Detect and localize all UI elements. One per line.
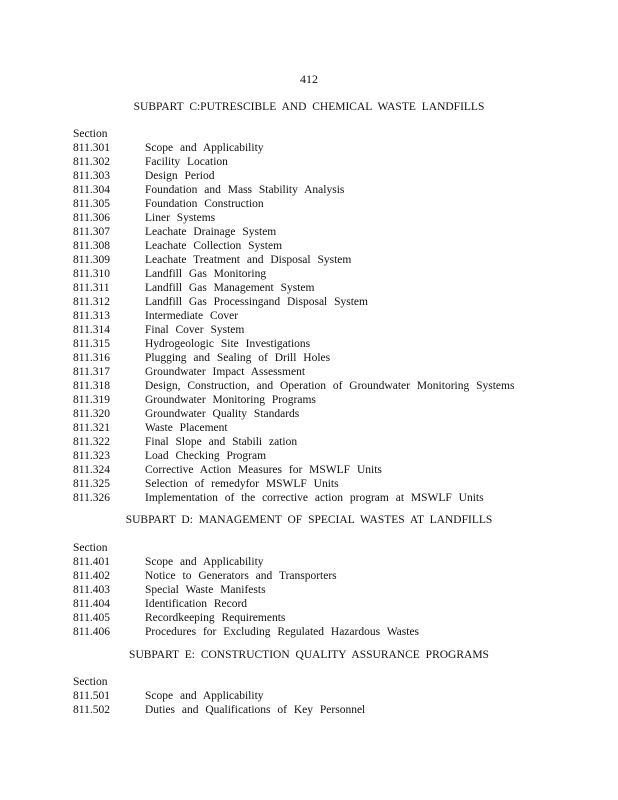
section-title: Scope and Applicability	[145, 142, 264, 154]
section-number: 811.311	[73, 282, 110, 294]
section-number: 811.304	[73, 184, 110, 196]
section-entry	[73, 597, 593, 611]
section-number: 811.322	[73, 436, 110, 448]
section-entry	[73, 253, 593, 267]
section-title: Facility Location	[145, 156, 228, 168]
section-title: Notice to Generators and Transporters	[145, 570, 337, 582]
section-title: Leachate Drainage System	[145, 226, 277, 238]
section-title: Plugging and Sealing of Drill Holes	[145, 352, 331, 364]
section-entry	[73, 393, 593, 407]
section-title: Scope and Applicability	[145, 690, 264, 702]
section-entry	[73, 141, 593, 155]
section-number: 811.319	[73, 394, 110, 406]
section-number: 811.403	[73, 584, 110, 596]
section-title: Identification Record	[145, 598, 248, 610]
section-entry	[73, 449, 593, 463]
section-number: 811.303	[73, 170, 110, 182]
section-entry	[73, 323, 593, 337]
section-title: Final Slope and Stabili zation	[145, 436, 298, 448]
section-number: 811.325	[73, 478, 110, 490]
section-title: Liner Systems	[145, 212, 216, 224]
section-label: Section	[73, 128, 108, 140]
section-entry	[73, 491, 593, 505]
section-entry	[73, 365, 593, 379]
section-number: 811.312	[73, 296, 110, 308]
section-entry	[73, 267, 593, 281]
section-number: 811.321	[73, 422, 110, 434]
section-number: 811.502	[73, 704, 110, 716]
section-title: Design Period	[145, 170, 215, 182]
section-title: Leachate Treatment and Disposal System	[145, 254, 352, 266]
section-number: 811.401	[73, 556, 110, 568]
section-number: 811.318	[73, 380, 110, 392]
subpart-d-section-list	[73, 541, 593, 639]
section-title: Corrective Action Measures for MSWLF Units	[145, 464, 382, 476]
section-entry	[73, 477, 593, 491]
section-title: Final Cover System	[145, 324, 245, 336]
section-number: 811.323	[73, 450, 110, 462]
section-entry	[73, 351, 593, 365]
section-number: 811.501	[73, 690, 110, 702]
section-number: 811.314	[73, 324, 110, 336]
section-number: 811.320	[73, 408, 110, 420]
section-number: 811.307	[73, 226, 110, 238]
section-entry	[73, 583, 593, 597]
section-title: Landfill Gas Management System	[145, 282, 315, 294]
section-entry	[73, 379, 593, 393]
section-number: 811.315	[73, 338, 110, 350]
section-entry	[73, 689, 593, 703]
section-title: Procedures for Excluding Regulated Hazardous Wastes	[145, 626, 420, 638]
section-title: Leachate Collection System	[145, 240, 283, 252]
subpart-e-section-list	[73, 675, 593, 717]
section-entry	[73, 211, 593, 225]
section-title: Recordkeeping Requirements	[145, 612, 286, 624]
section-entry	[73, 155, 593, 169]
section-title: Landfill Gas Processingand Disposal System	[145, 296, 368, 308]
section-title: Foundation Construction	[145, 198, 264, 210]
section-number: 811.305	[73, 198, 110, 210]
section-title: Groundwater Monitoring Programs	[145, 394, 316, 406]
section-entry	[73, 309, 593, 323]
section-title: Duties and Qualifications of Key Personnel	[145, 704, 366, 716]
section-title: Load Checking Program	[145, 450, 267, 462]
section-title: Landfill Gas Monitoring	[145, 268, 267, 280]
subpart-c-section-list	[73, 127, 593, 505]
section-number: 811.313	[73, 310, 110, 322]
subpart-d-heading: SUBPART D: MANAGEMENT OF SPECIAL WASTES AT LANDFILLS	[125, 514, 493, 526]
section-entry	[73, 463, 593, 477]
section-title: Special Waste Manifests	[145, 584, 266, 596]
section-number: 811.317	[73, 366, 110, 378]
section-title: Groundwater Quality Standards	[145, 408, 300, 420]
section-title: Waste Placement	[145, 422, 228, 434]
subpart-e-heading: SUBPART E: CONSTRUCTION QUALITY ASSURANCE PROGRAMS	[129, 649, 489, 661]
section-entry	[73, 611, 593, 625]
section-entry	[73, 183, 593, 197]
section-title: Implementation of the corrective action program at MSWLF Units	[145, 492, 484, 504]
section-number: 811.316	[73, 352, 110, 364]
section-entry	[73, 703, 593, 717]
section-number: 811.326	[73, 492, 110, 504]
section-number: 811.306	[73, 212, 110, 224]
section-number: 811.309	[73, 254, 110, 266]
section-entry	[73, 407, 593, 421]
section-label: Section	[73, 676, 108, 688]
section-title: Hydrogeologic Site Investigations	[145, 338, 311, 350]
section-title: Selection of remedyfor MSWLF Units	[145, 478, 339, 490]
section-number: 811.406	[73, 626, 110, 638]
section-number: 811.324	[73, 464, 110, 476]
subpart-c-heading: SUBPART C:PUTRESCIBLE AND CHEMICAL WASTE LANDFILLS	[133, 101, 485, 113]
section-number: 811.302	[73, 156, 110, 168]
section-entry	[73, 225, 593, 239]
page-number: 412	[300, 72, 318, 86]
section-entry	[73, 625, 593, 639]
section-entry	[73, 569, 593, 583]
section-label: Section	[73, 542, 108, 554]
section-entry	[73, 239, 593, 253]
section-entry	[73, 435, 593, 449]
section-number: 811.404	[73, 598, 110, 610]
section-number: 811.308	[73, 240, 110, 252]
section-number: 811.405	[73, 612, 110, 624]
section-title: Foundation and Mass Stability Analysis	[145, 184, 345, 196]
section-entry	[73, 421, 593, 435]
section-title: Design, Construction, and Operation of Groundwater Monitoring Systems	[145, 380, 515, 392]
section-entry	[73, 281, 593, 295]
section-title: Groundwater Impact Assessment	[145, 366, 306, 378]
section-number: 811.310	[73, 268, 110, 280]
section-number: 811.402	[73, 570, 110, 582]
section-entry	[73, 169, 593, 183]
section-number: 811.301	[73, 142, 110, 154]
section-entry	[73, 197, 593, 211]
section-title: Scope and Applicability	[145, 556, 264, 568]
section-entry	[73, 555, 593, 569]
section-title: Intermediate Cover	[145, 310, 239, 322]
section-entry	[73, 337, 593, 351]
section-entry	[73, 295, 593, 309]
